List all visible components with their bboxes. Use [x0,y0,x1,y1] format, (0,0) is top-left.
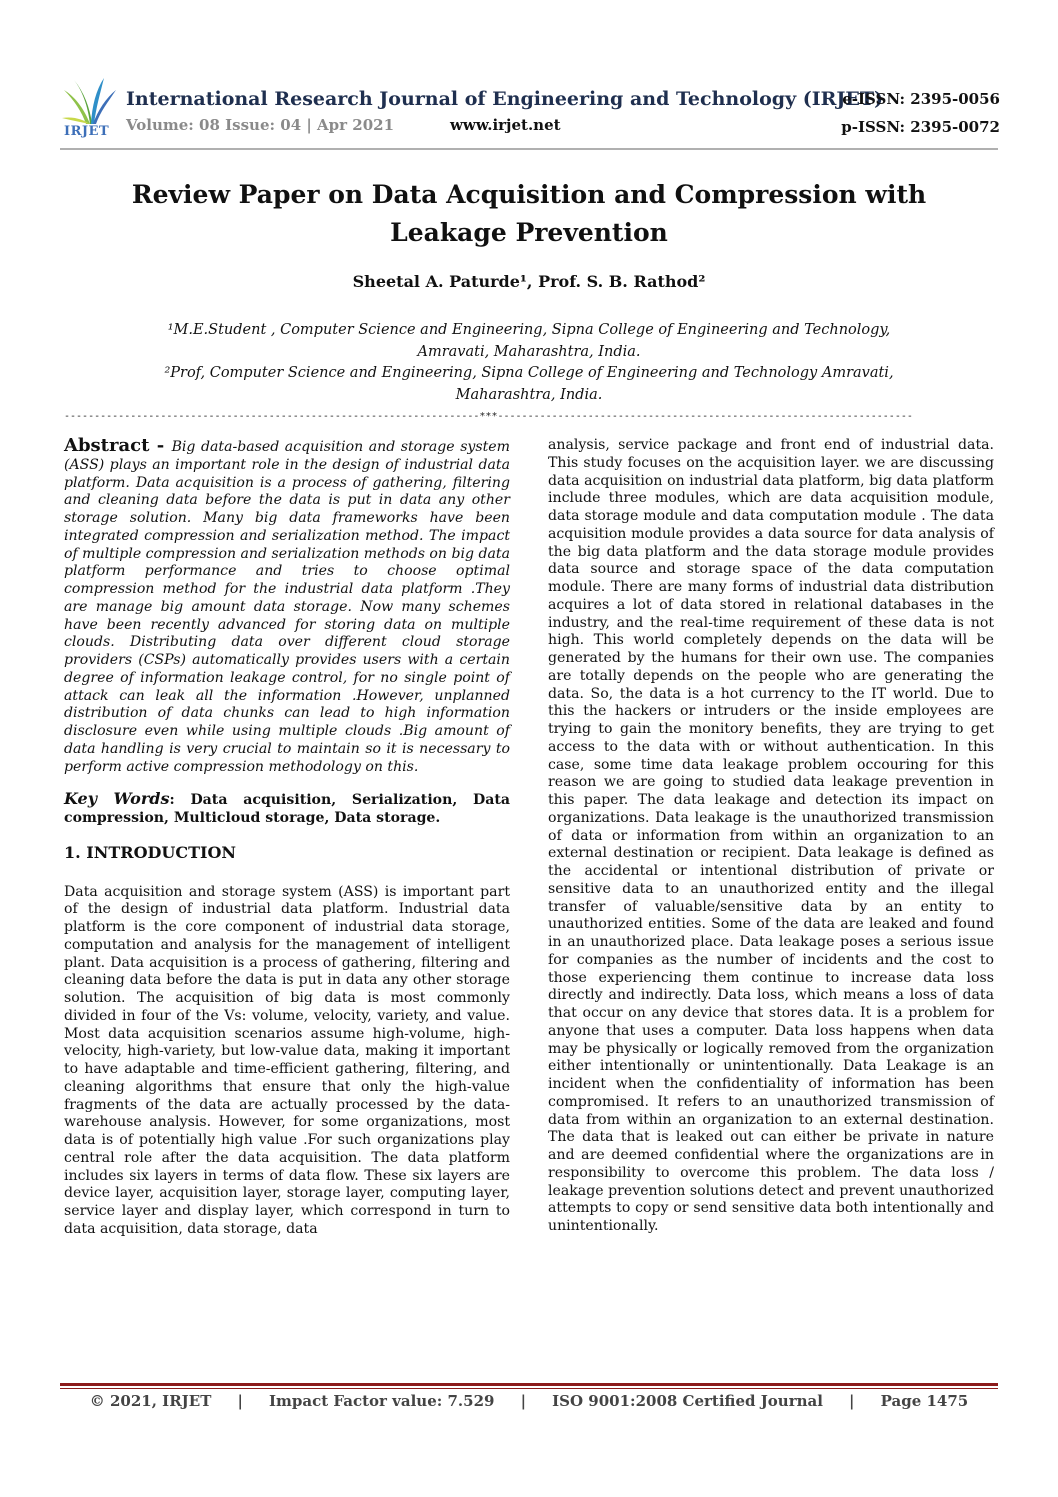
p-issn: p-ISSN: 2395-0072 [841,118,1000,136]
right-column [548,437,994,1236]
logo-text: IRJET [64,124,110,139]
affiliations [80,320,978,406]
page-footer: © 2021, IRJET | Impact Factor value: 7.529 | ISO 9001:2008 Certified Journal | Page 1475 [89,1392,969,1410]
e-issn: e-ISSN: 2395-0056 [842,90,1000,108]
keywords-colon: : [169,792,191,809]
paper-title: Review Paper on Data Acquisition and Compression with Leakage Prevention [131,180,927,247]
abstract-body: Big data-based acquisition and storage system (ASS) plays an important role in the design of industrial data platform. Data acquisition is a process of gathering, filtering and cleaning data before the data is put in data any other storage solution. Many big data frameworks have been integrated compression and serialization method. The impact of multiple compression and serialization methods on big data platform performance and tries to choose optimal compression method for the industrial data platform .They are manage big amount data storage. Now many schemes have been recently advanced for storing data on multiple clouds. Distributing data over different cloud storage providers (CSPs) automatically provides users with a certain degree of information leakage control, for no single point of attack can leak all the information .However, unplanned distribution of data chunks can lead to high information disclosure even while using multiple clouds .Big amount of data handling is very crucial to maintain so it is necessary to perform active compression methodology on this. [64,439,510,775]
footer-rule-thin [60,1388,998,1389]
section-separator: ---------------------------------------------------------------------***--------------------------------------------------------------------- [64,411,913,422]
introduction-right-text: analysis, service package and front end of industrial data. This study focuses on the acquisition layer. we are discussing data acquisition on industrial data platform, big data platform include three modules, which are data acquisition module, data storage module and data computation module . The data acquisition module provides a data source for data analysis of the big data platform and the data storage module provides data source and storage space of the data computation module. There are many forms of industrial data distribution acquires a lot of data stored in relational databases in the industry, and the real-time requirement of these data is not high. This world completely depends on the data will be generated by the humans for their own use. The companies are totally depends on the people who are generating the data. So, the data is a hot currency to the IT world. Due to this the hackers or intruders or the inside employees are trying to gain the monitory benefits, they are trying to get access to the data with or without authentication. In this case, some time data leakage problem occouring for this reason we are going to studied data leakage prevention in this paper. The data leakage and detection its impact on organizations. Data leakage is the unauthorized transmission of data or information from within an organization to an external destination or recipient. Data leakage is defined as the accidental or intentional distribution of private or sensitive data to an unauthorized entity and the illegal transfer of valuable/sensitive data by an entity to unauthorized entities. Some of the data are leaked and found in an unauthorized place. Data leakage poses a serious issue for companies as the number of incidents and the cost to those experiencing them continue to increase data loss directly and indirectly. Data loss, which means a loss of data that occur on any device that stores data. It is a problem for anyone that uses a computer. Data loss happens when data may be physically or logically removed from the organization either intentionally or unintentionally. Data Leakage is an incident when the confidentiality of information has been compromised. It refers to an unauthorized transmission of data from within an organization to an external destination. The data that is leaked out can either be private in nature and are deemed confidential where the organizations are in responsibility to overcome this problem. The data loss / leakage prevention solutions detect and prevent unauthorized attempts to copy or send sensitive data both intentionally and unintentionally. [548,437,994,1234]
introduction-left-text: Data acquisition and storage system (ASS) is important part of the design of industrial data platform. Industrial data platform is the core component of industrial data storage, computation and analysis for the management of intelligent plant. Data acquisition is a process of gathering, filtering and cleaning data before the data is put in data any other storage solution. The acquisition of big data is most commonly divided in four of the Vs: volume, velocity, variety, and value. Most data acquisition scenarios assume high-volume, high-velocity, high-variety, but low-value data, making it important to have adaptable and time-efficient gathering, filtering, and cleaning algorithms that ensure that only the high-value fragments of the data are actually processed by the data-warehouse analysis. However, for some organizations, most data is of potentially high value .For such organizations play central role after the data acquisition. The data platform includes six layers in terms of data flow. These six layers are device layer, acquisition layer, storage layer, computing layer, service layer and display layer, which correspond in turn to data acquisition, data storage, data [64,883,510,1237]
header-rule [60,148,998,150]
affiliation-2-line-2: Maharashtra, India. [455,386,603,403]
journal-title: International Research Journal of Engineering and Technology (IRJET) [126,88,883,110]
keywords [64,790,510,828]
introduction-heading: 1. INTRODUCTION [64,842,237,862]
keywords-heading: Key Words [64,789,170,809]
affiliation-1-line-1: ¹M.E.Student , Computer Science and Engineering, Sipna College of Engineering and Technology, [167,322,891,338]
abstract-heading: Abstract - [64,435,172,456]
footer-rule-thick [60,1383,998,1386]
journal-url[interactable]: www.irjet.net [450,116,561,134]
volume-issue: Volume: 08 Issue: 04 | Apr 2021 [126,116,395,134]
affiliation-1-line-2: Amravati, Maharashtra, India. [417,343,641,360]
paper-authors: Sheetal A. Paturde¹, Prof. S. B. Rathod² [352,272,706,291]
keywords-body: Data acquisition, Serialization, Data compression, Multicloud storage, Data storage. [64,792,511,826]
abstract [64,437,510,776]
journal-header [60,76,1000,152]
affiliation-2-line-1: ²Prof, Computer Science and Engineering, Sipna College of Engineering and Technology Amravati, [164,365,894,381]
left-column [64,437,510,1239]
